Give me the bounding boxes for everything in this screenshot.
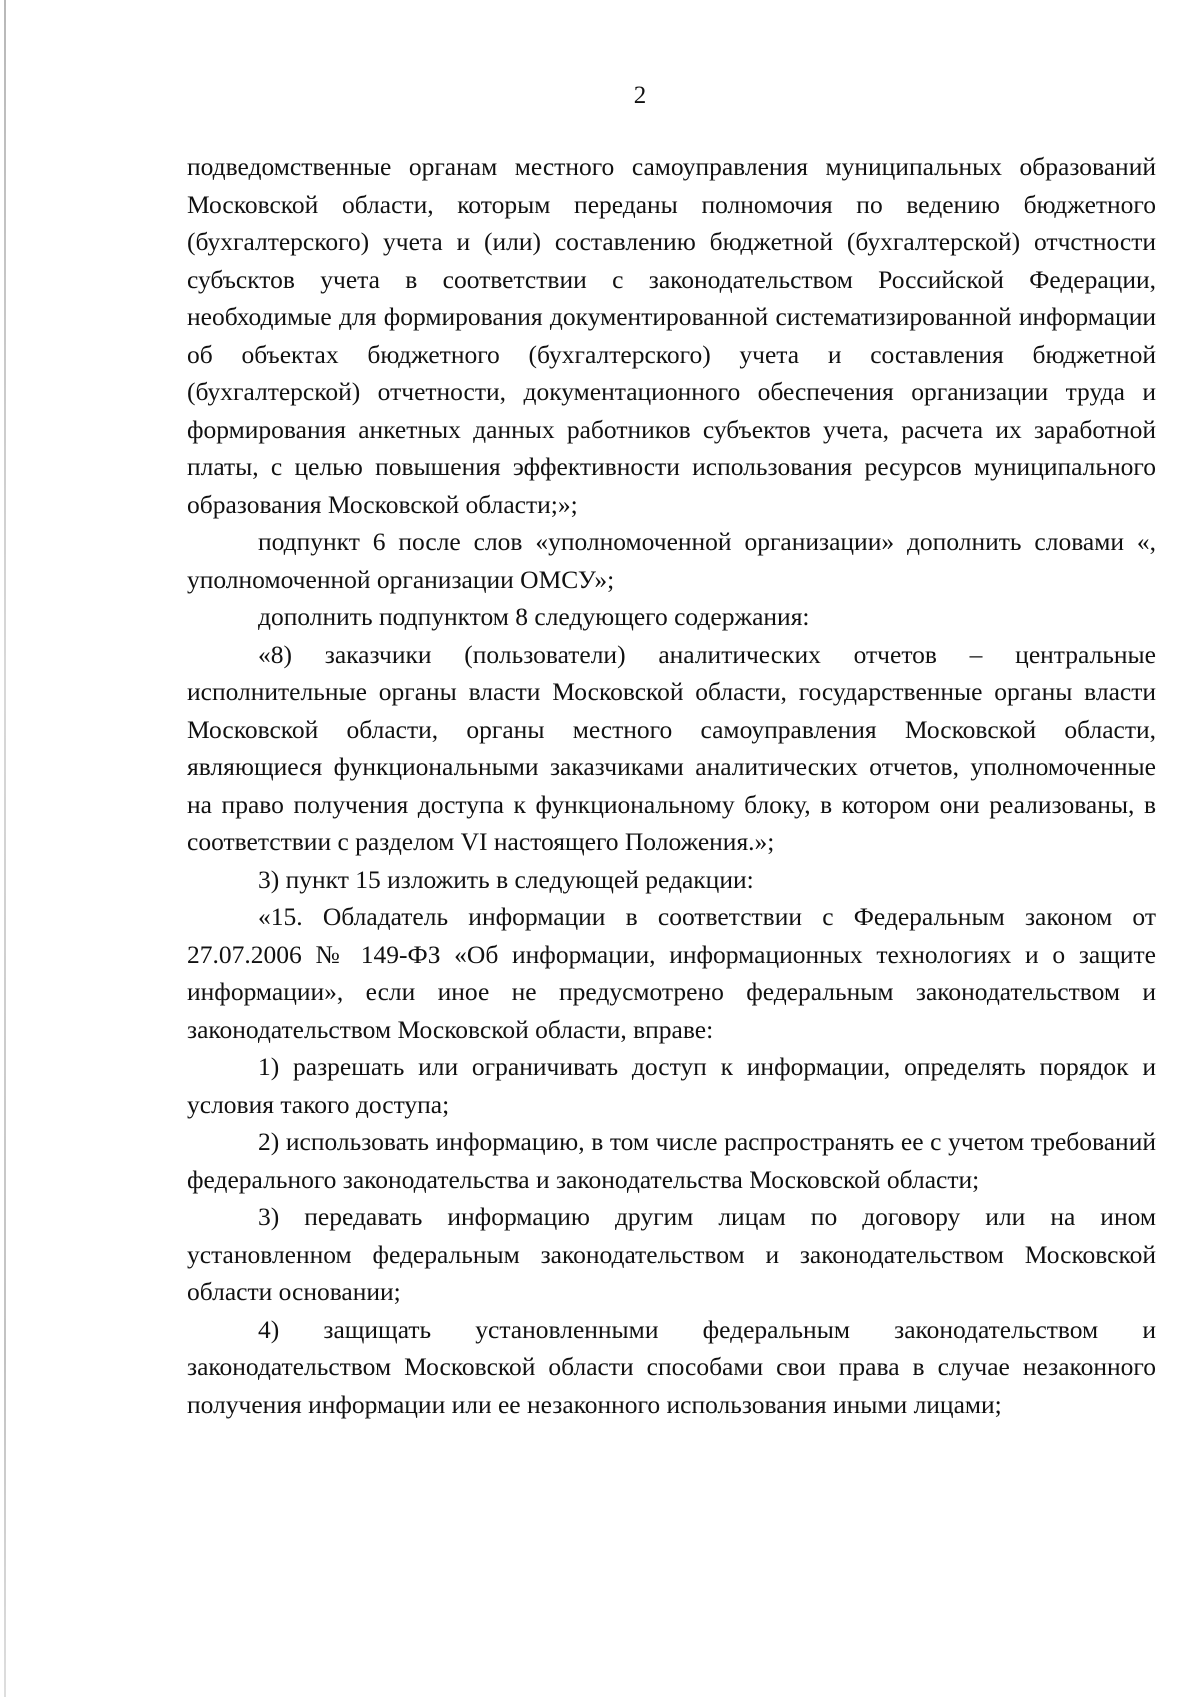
paragraph-point-15-intro: 3) пункт 15 изложить в следующей редакции: [258, 864, 754, 894]
paragraph-continuation: подведомственные органам местного самоуправления муниципальных образований Московской области, которым переданы полномочия по ведению бюджетного (бухгалтерского) учета и (или) составлению бюджетной (бухгалтерской) отчстности субъсктов учета в соответствии с законодательством Российской Федерации, необходимые для формирования документированной систематизированной информации об объектах бюджетного (бухгалтерского) учета и составления бюджетной (бухгалтерской) отчетности, документационного обеспечения организации труда и формирования анкетных данных работников субъектов учета, расчета их заработной платы, с целью повышения эффективности использования ресурсов муниципального образования Московской области;»; [187, 152, 1156, 519]
list-item-2: 2) использовать информацию, в том числе распространять ее с учетом требований федерального законодательства и законодательства Московской области; [187, 1127, 1156, 1194]
page-number: 2 [633, 82, 647, 109]
document-body [187, 148, 1156, 1423]
list-item-3: 3) передавать информацию другим лицам по договору или на ином установленном федеральным законодательством и законодательством Московской области основании; [187, 1202, 1156, 1306]
paragraph-subpoint-8-text: «8) заказчики (пользователи) аналитических отчетов – центральные исполнительные органы власти Московской области, государственные органы власти Московской области, органы местного самоуправления Московской области, являющиеся функциональными заказчиками аналитических отчетов, уполномоченные на право получения доступа к функциональному блоку, в котором они реализованы, в соответствии с разделом VI настоящего Положения.»; [187, 639, 1156, 856]
paragraph-subpoint-6: подпункт 6 после слов «уполномоченной организации» дополнить словами «, уполномоченной организации ОМСУ»; [187, 527, 1156, 594]
scan-edge-shadow [4, 0, 6, 1697]
list-item-4: 4) защищать установленными федеральным законодательством и законодательством Московской области способами свои права в случае незаконного получения информации или ее незаконного использования иными лицами; [187, 1314, 1156, 1419]
paragraph-add-subpoint-8: дополнить подпунктом 8 следующего содержания: [258, 602, 810, 631]
paragraph-point-15-text: «15. Обладатель информации в соответствии с Федеральным законом от 27.07.2006 № 149-ФЗ «Об информации, информационных технологиях и о защите информации», если иное не предусмотрено федеральным законодательством и законодательством Московской области, вправе: [187, 902, 1156, 1044]
list-item-1: 1) разрешать или ограничивать доступ к информации, определять порядок и условия такого доступа; [187, 1052, 1156, 1119]
